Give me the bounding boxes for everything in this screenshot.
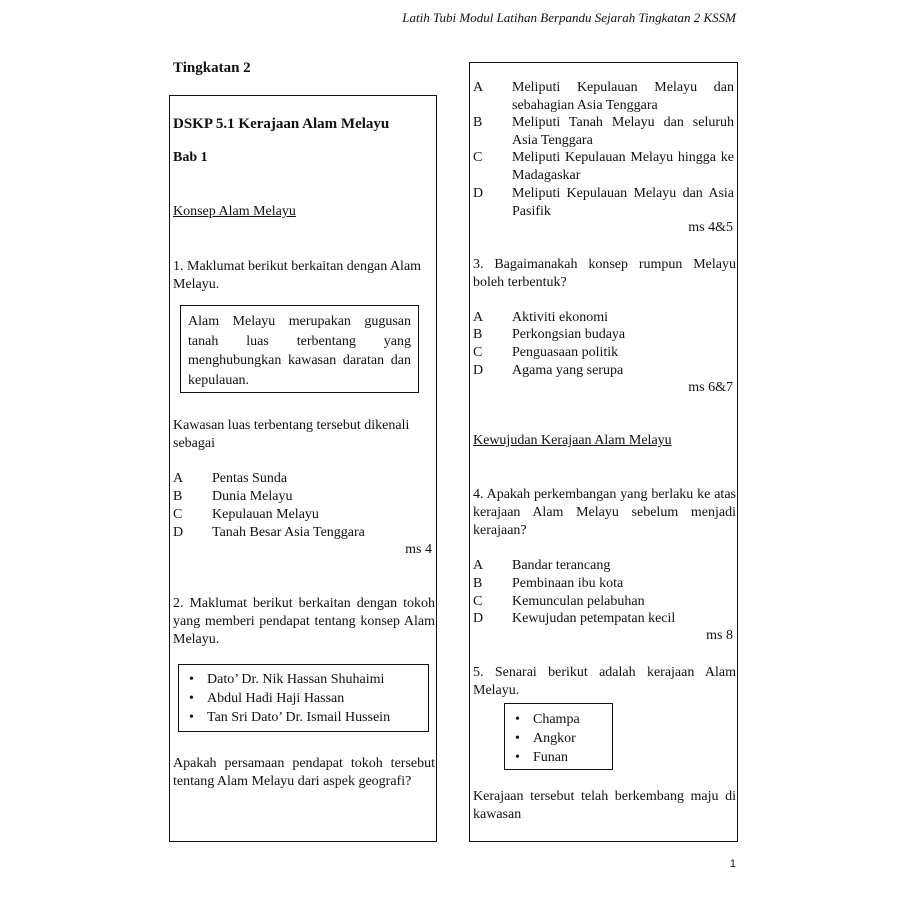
page-number: 1 bbox=[729, 858, 736, 870]
q4-stem: 4. Apakah perkembangan yang berlaku ke atas kerajaan Alam Melayu sebelum menjadi kerajaan? bbox=[473, 487, 736, 538]
q4-option-a: A Bandar terancang bbox=[473, 558, 611, 573]
q2-tokoh-box bbox=[178, 664, 429, 732]
q4-page-ref: ms 8 bbox=[706, 628, 733, 643]
bab-label: Bab 1 bbox=[173, 150, 208, 165]
dskp-title: DSKP 5.1 Kerajaan Alam Melayu bbox=[173, 116, 390, 132]
q1-page-ref: ms 4 bbox=[405, 542, 432, 557]
q3-stem: 3. Bagaimanakah konsep rumpun Melayu boleh terbentuk? bbox=[473, 257, 736, 290]
q2-option-c: C Meliputi Kepulauan Melayu hingga ke Madagaskar bbox=[473, 150, 734, 183]
q1-stem: Kawasan luas terbentang tersebut dikenali sebagai bbox=[173, 418, 410, 451]
q5-stem: 5. Senarai berikut adalah kerajaan Alam Melayu. bbox=[473, 665, 736, 698]
q3-option-a: A Aktiviti ekonomi bbox=[473, 310, 609, 325]
q1-option-a: A Pentas Sunda bbox=[173, 471, 288, 486]
q5-kerajaan-2: • Angkor bbox=[505, 729, 612, 748]
section-kewujudan: Kewujudan Kerajaan Alam Melayu bbox=[473, 433, 672, 448]
tingkatan-heading: Tingkatan 2 bbox=[173, 60, 251, 76]
q1-option-b: B Dunia Melayu bbox=[173, 489, 293, 504]
q2-tokoh-2: • Abdul Hadi Haji Hassan bbox=[179, 689, 428, 708]
q2-page-ref: ms 4&5 bbox=[688, 220, 733, 235]
q2-stem: Apakah persamaan pendapat tokoh tersebut tentang Alam Melayu dari aspek geografi? bbox=[173, 756, 435, 789]
q2-option-b: B Meliputi Tanah Melayu dan seluruh Asia Tenggara bbox=[473, 115, 734, 148]
q2-option-d: D Meliputi Kepulauan Melayu dan Asia Pasifik bbox=[473, 186, 734, 219]
q1-option-d: D Tanah Besar Asia Tenggara bbox=[173, 525, 365, 540]
right-column bbox=[469, 62, 738, 842]
q2-tokoh-1: • Dato’ Dr. Nik Hassan Shuhaimi bbox=[179, 670, 428, 689]
page-header: Latih Tubi Modul Latihan Berpandu Sejarah Tingkatan 2 KSSM bbox=[402, 10, 736, 25]
q3-page-ref: ms 6&7 bbox=[688, 380, 733, 395]
q1-info-text: Alam Melayu merupakan gugusan tanah luas terbentang yang menghubungkan kawasan daratan dan kepulauan. bbox=[188, 314, 411, 388]
q2-option-a: A Meliputi Kepulauan Melayu dan sebahagian Asia Tenggara bbox=[473, 80, 734, 113]
q3-option-b: B Perkongsian budaya bbox=[473, 327, 626, 342]
q1-info-box bbox=[180, 305, 419, 393]
section-konsep: Konsep Alam Melayu bbox=[173, 204, 296, 219]
q4-option-b: B Pembinaan ibu kota bbox=[473, 576, 624, 591]
q3-option-c: C Penguasaan politik bbox=[473, 345, 619, 360]
q5-after: Kerajaan tersebut telah berkembang maju di kawasan bbox=[473, 789, 736, 822]
q4-option-d: D Kewujudan petempatan kecil bbox=[473, 611, 676, 626]
q1-option-c: C Kepulauan Melayu bbox=[173, 507, 319, 522]
q5-kerajaan-box bbox=[504, 703, 613, 770]
q1-intro: 1. Maklumat berikut berkaitan dengan Alam Melayu. bbox=[173, 259, 422, 292]
left-column bbox=[169, 95, 437, 842]
q2-intro: 2. Maklumat berikut berkaitan dengan tokoh yang memberi pendapat tentang konsep Alam Melayu. bbox=[173, 596, 435, 647]
q5-kerajaan-1: • Champa bbox=[505, 710, 612, 729]
q4-option-c: C Kemunculan pelabuhan bbox=[473, 594, 645, 609]
q3-option-d: D Agama yang serupa bbox=[473, 363, 624, 378]
q2-tokoh-3: • Tan Sri Dato’ Dr. Ismail Hussein bbox=[179, 708, 428, 727]
q5-kerajaan-3: • Funan bbox=[505, 748, 612, 767]
